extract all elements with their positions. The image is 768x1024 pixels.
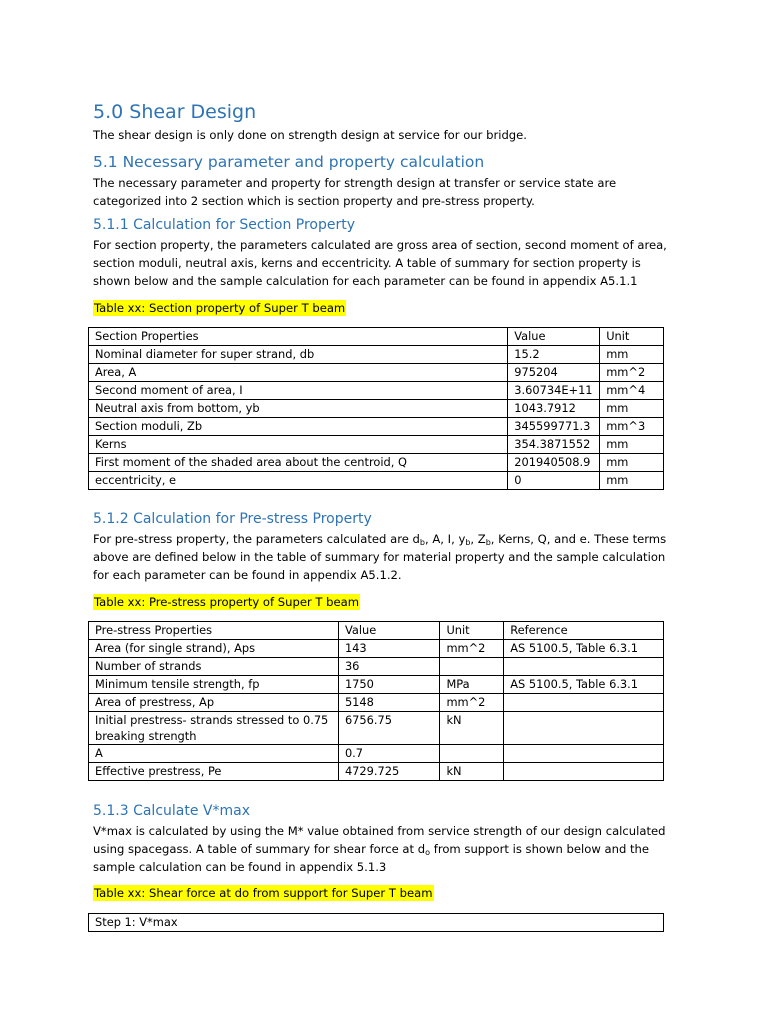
table-cell: Area, A [89, 364, 508, 382]
text-fragment: , Z [470, 532, 486, 546]
table-cell: 15.2 [508, 346, 600, 364]
table-cell: Step 1: V*max [89, 914, 664, 932]
subscript: b [485, 538, 491, 547]
header-cell: Pre-stress Properties [89, 622, 339, 640]
table-cell: mm^2 [440, 640, 504, 658]
text-fragment: V*max is calculated by using the M* value obtained from service strength of our design calculated using spacegass. A table of summary for shear force at d [93, 824, 666, 856]
table-cell: Second moment of area, I [89, 382, 508, 400]
table-cell: AS 5100.5, Table 6.3.1 [504, 676, 664, 694]
subsection-5-1-3-title: 5.1.3 Calculate V*max [93, 803, 250, 819]
table-cell: A [89, 745, 339, 763]
table-cell: First moment of the shaded area about the centroid, Q [89, 454, 508, 472]
table-cell: mm [600, 346, 664, 364]
table-row [89, 400, 664, 418]
table-cell: Area of prestress, Ap [89, 694, 339, 712]
table-cell: mm [600, 472, 664, 490]
table-cell: 0 [508, 472, 600, 490]
table-cell: 345599771.3 [508, 418, 600, 436]
table-cell [504, 658, 664, 676]
table-row [89, 436, 664, 454]
subsection-5-1-3-text [93, 822, 673, 876]
table-cell: 5148 [338, 694, 440, 712]
table-cell: AS 5100.5, Table 6.3.1 [504, 640, 664, 658]
table-cell: Section moduli, Zb [89, 418, 508, 436]
table-cell: eccentricity, e [89, 472, 508, 490]
table-cell: Initial prestress- strands stressed to 0.75 breaking strength [89, 712, 339, 745]
table-row [89, 472, 664, 490]
table-cell: MPa [440, 676, 504, 694]
table-cell: mm^3 [600, 418, 664, 436]
table-row [89, 914, 664, 932]
table-cell [440, 658, 504, 676]
table-cell: 143 [338, 640, 440, 658]
header-cell: Unit [440, 622, 504, 640]
section-intro: The shear design is only done on strength design at service for our bridge. [93, 128, 527, 142]
table-row [89, 346, 664, 364]
shear-force-table [88, 913, 664, 932]
table-row [89, 454, 664, 472]
table-cell: mm^4 [600, 382, 664, 400]
text-fragment: , Kerns, Q, and e. These terms above are defined below in the table of summary for material property and the sample calculation for each parameter can be found in appendix A5.1.2. [93, 532, 667, 582]
shear-force-caption: Table xx: Shear force at do from support for Super T beam [94, 886, 433, 900]
section-property-caption: Table xx: Section property of Super T beam [94, 301, 346, 315]
prestress-property-caption: Table xx: Pre-stress property of Super T beam [94, 595, 360, 609]
table-header-row [89, 622, 664, 640]
table-cell: mm^2 [600, 364, 664, 382]
subscript: b [465, 538, 471, 547]
table-cell [504, 694, 664, 712]
text-fragment: For pre-stress property, the parameters calculated are d [93, 532, 420, 546]
table-cell: Number of strands [89, 658, 339, 676]
text-fragment: , A, I, y [424, 532, 466, 546]
section-title: 5.0 Shear Design [93, 101, 257, 123]
table-cell: 201940508.9 [508, 454, 600, 472]
table-row [89, 745, 664, 763]
subscript: b [419, 538, 425, 547]
table-cell [504, 745, 664, 763]
table-row [89, 640, 664, 658]
subsection-5-1-2-text [93, 530, 673, 584]
text-fragment: from support is shown below and the sample calculation can be found in appendix 5.1.3 [93, 842, 650, 874]
table-cell: Nominal diameter for super strand, db [89, 346, 508, 364]
table-cell [504, 763, 664, 781]
table-cell: 1750 [338, 676, 440, 694]
table-cell: 0.7 [338, 745, 440, 763]
subscript: o [425, 848, 431, 857]
table-cell: 1043.7912 [508, 400, 600, 418]
table-row [89, 364, 664, 382]
table-cell: mm^2 [440, 694, 504, 712]
table-row [89, 658, 664, 676]
table-cell: mm [600, 454, 664, 472]
table-header-row [89, 328, 664, 346]
table-row [89, 382, 664, 400]
table-cell: 36 [338, 658, 440, 676]
subsection-5-1-2-title: 5.1.2 Calculation for Pre-stress Property [93, 511, 372, 527]
header-cell: Value [338, 622, 440, 640]
table-cell: 975204 [508, 364, 600, 382]
table-cell [504, 712, 664, 745]
header-cell: Reference [504, 622, 664, 640]
table-cell: Minimum tensile strength, fp [89, 676, 339, 694]
subsection-5-1-title: 5.1 Necessary parameter and property calculation [93, 153, 485, 171]
table-cell [440, 745, 504, 763]
header-cell: Value [508, 328, 600, 346]
header-cell: Unit [600, 328, 664, 346]
table-cell: kN [440, 712, 504, 745]
table-row [89, 676, 664, 694]
table-row [89, 418, 664, 436]
subsection-5-1-1-title: 5.1.1 Calculation for Section Property [93, 217, 356, 233]
table-cell: 3.60734E+11 [508, 382, 600, 400]
table-cell: 6756.75 [338, 712, 440, 745]
table-row [89, 712, 664, 745]
table-row [89, 763, 664, 781]
table-cell: Effective prestress, Pe [89, 763, 339, 781]
subsection-5-1-1-text: For section property, the parameters calculated are gross area of section, second moment of area, section moduli, neutral axis, kerns and eccentricity. A table of summary for section property is shown below and the sample calculation for each parameter can be found in appendix A5.1.1 [93, 238, 667, 288]
table-cell: 354.3871552 [508, 436, 600, 454]
table-cell: Kerns [89, 436, 508, 454]
table-cell: kN [440, 763, 504, 781]
table-row [89, 694, 664, 712]
table-cell: Neutral axis from bottom, yb [89, 400, 508, 418]
table-cell: 4729.725 [338, 763, 440, 781]
table-cell: mm [600, 400, 664, 418]
subsection-5-1-text: The necessary parameter and property for strength design at transfer or service state are categorized into 2 section which is section property and pre-stress property. [93, 176, 617, 208]
table-cell: mm [600, 436, 664, 454]
section-property-table [88, 327, 664, 490]
prestress-property-table [88, 621, 664, 781]
table-cell: Area (for single strand), Aps [89, 640, 339, 658]
header-cell: Section Properties [89, 328, 508, 346]
